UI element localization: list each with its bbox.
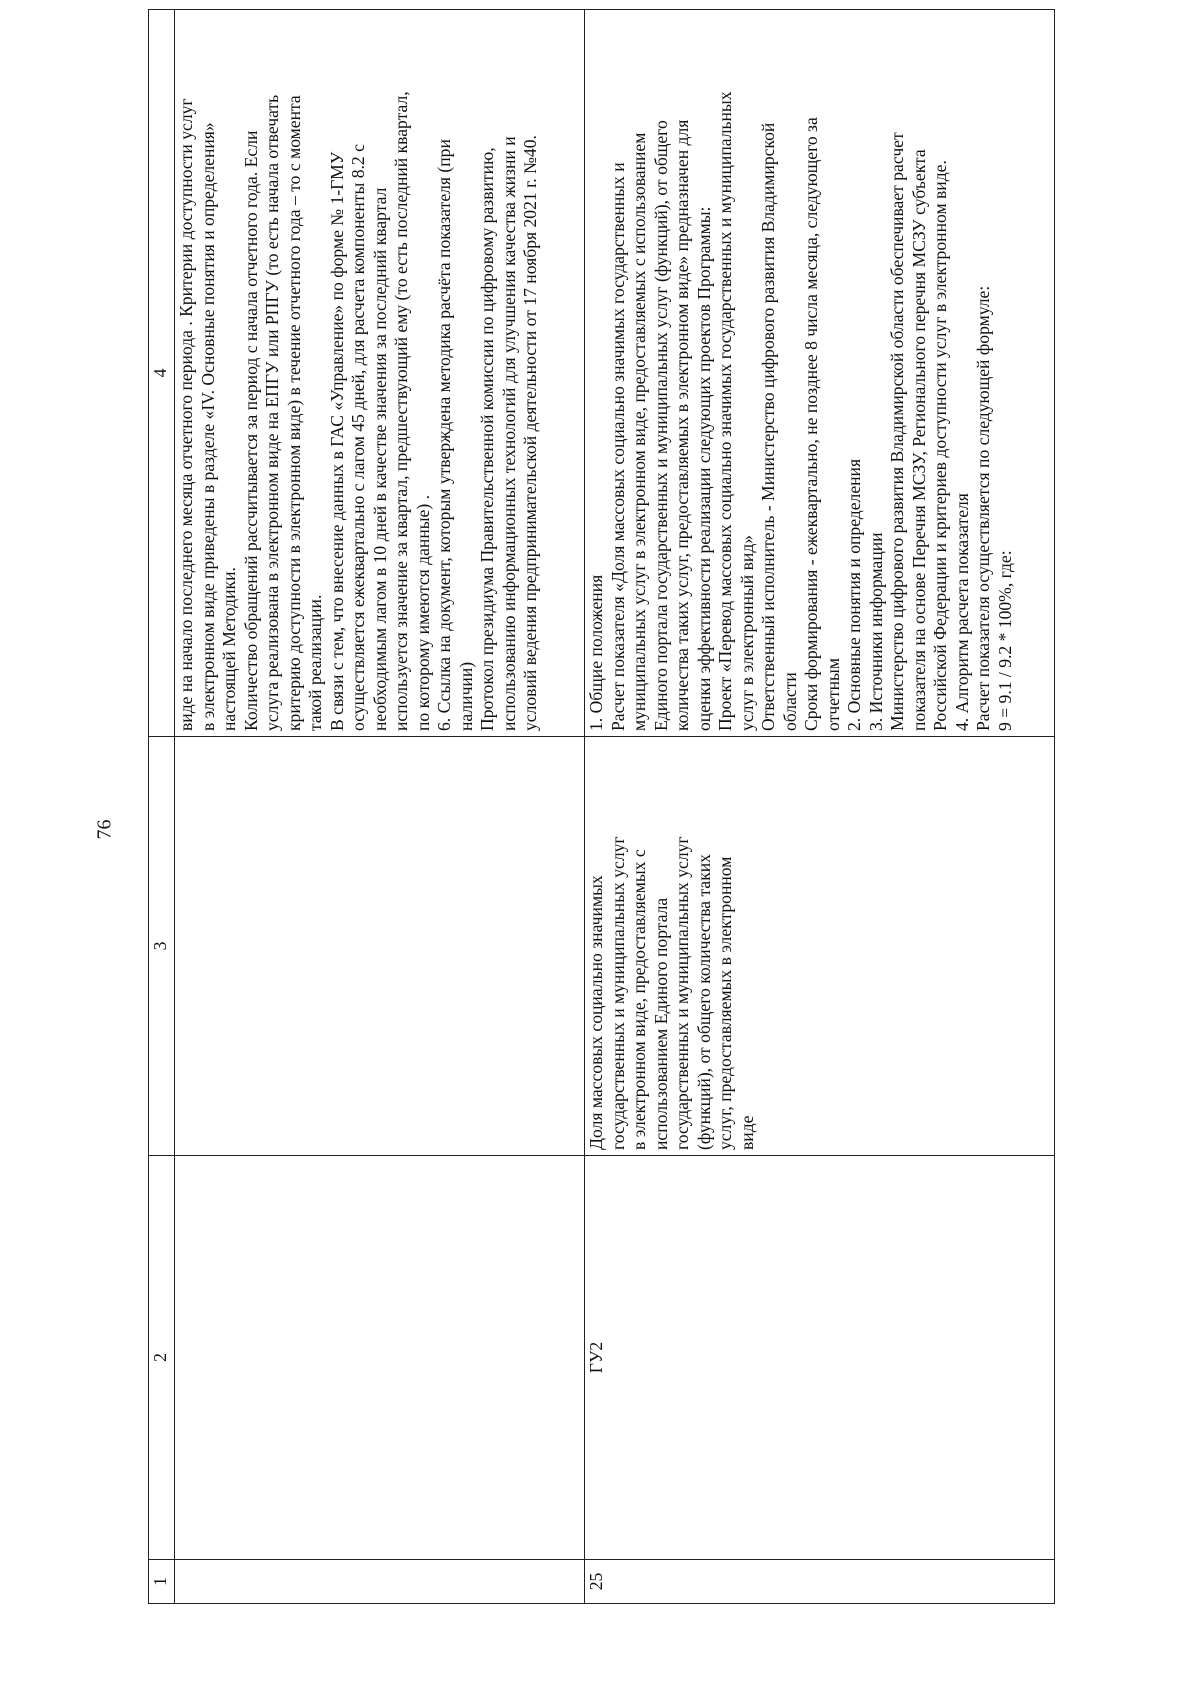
text-line: Количество обращений рассчитывается за период с начала отчетного года. Если (240, 130, 261, 731)
indicator-table (148, 9, 1055, 1604)
text-line: использованием Единого портала (650, 897, 671, 1150)
text-line: услуг, предоставляемых в электронном (715, 856, 735, 1150)
methodology-cell (585, 10, 1055, 737)
text-line: необходимым лагом в 10 дней в качестве значения за последний квартал (369, 187, 390, 731)
text-line: количества таких услуг, предоставляемых в электронном виде» предназначен для (672, 119, 692, 731)
text-line: в электронном виде приведены в разделе «IV. Основные понятия и определения» (197, 122, 218, 731)
cont-cell-4 (175, 10, 585, 737)
text-line: Министерство цифрового развития Владимирской области обеспечивает расчет (887, 132, 907, 731)
header-col-4: 4 (149, 10, 175, 737)
text-line: виде на начало последнего месяца отчетного периода . Критерии доступности услуг (176, 98, 196, 731)
text-line: условий ведения предпринимательской деятельности от 17 ноября 2021 г. №40. (520, 135, 540, 731)
text-line: 6. Ссылка на документ, которым утверждена методика расчёта показателя (при (434, 139, 454, 731)
text-line: 1. Общие положения (586, 574, 606, 731)
text-line: такой реализации. (305, 594, 325, 731)
text-line: Единого портала государственных и муниципальных услуг (функций), от общего (650, 120, 671, 731)
text-line: 3. Источники информации (865, 532, 886, 731)
text-line: критерию доступности в электронном виде) в течение отчетного года – то с момента (283, 95, 304, 731)
text-line: области (779, 672, 800, 731)
cont-cell-1 (175, 1560, 585, 1604)
text-line: государственных и муниципальных услуг (607, 836, 628, 1150)
text-line: Проект «Перевод массовых социально значимых государственных и муниципальных (715, 91, 735, 731)
cont-cell-2 (175, 1156, 585, 1560)
text-line: отчетным (822, 658, 843, 731)
text-line: оценки эффективности реализации следующих проектов Программы: (693, 206, 714, 731)
document-sheet (148, 54, 1072, 1604)
text-line: 4. Алгоритм расчета показателя (951, 493, 972, 731)
indicator-code: ГУ2 (585, 1156, 1055, 1560)
text-line: Расчет показателя «Доля массовых социально значимых государственных и (607, 162, 628, 731)
text-line: использованию информационных технологий для улучшения качества жизни и (498, 136, 519, 731)
row-number: 25 (585, 1560, 1055, 1604)
cont-cell-3 (175, 737, 585, 1156)
header-col-2: 2 (149, 1156, 175, 1560)
text-line: Российской Федерации и критериев доступности услуг в электронном виде. (930, 160, 950, 731)
text-line: (функций), от общего количества таких (693, 854, 714, 1150)
text-line: Протокол президиума Правительственной комиссии по цифровому развитию, (477, 147, 497, 731)
table-row-25 (585, 10, 1055, 1604)
text-line: Доля массовых социально значимых (586, 875, 606, 1150)
header-col-3: 3 (149, 737, 175, 1156)
page-number: 76 (93, 819, 116, 840)
text-line: государственных и муниципальных услуг (672, 836, 692, 1150)
text-line: Сроки формирования - ежеквартально, не позднее 8 числа месяца, следующего за (801, 117, 821, 731)
text-line: услуг в электронный вид» (736, 534, 757, 731)
table-row-continuation (175, 10, 585, 1604)
text-line: муниципальных услуг в электронном виде, предоставляемых с использованием (629, 132, 649, 731)
text-line: настоящей Методики. (219, 567, 239, 731)
text-line: виде (736, 1115, 757, 1150)
indicator-name (585, 737, 1055, 1156)
text-line: наличии) (455, 661, 476, 731)
text-line: 2. Основные понятия и определения (844, 458, 864, 731)
text-line: 9 = 9.1 / 9.2 * 100%, где: (994, 550, 1015, 731)
text-line: по которому имеются данные) . (412, 494, 433, 731)
text-line: используется значение за квартал, предшествующий ему (то есть последний квартал, (391, 91, 411, 731)
text-line: Расчет показателя осуществляется по следующей формуле: (973, 285, 993, 731)
text-line: Ответственный исполнитель - Министерство цифрового развития Владимирской (758, 122, 778, 731)
text-line: В связи с тем, что внесение данных в ГАС «Управление» по форме № 1-ГМУ (326, 151, 347, 731)
header-col-1: 1 (149, 1560, 175, 1604)
text-line: осуществляется ежеквартально с лагом 45 дней, для расчета компоненты 8.2 с (348, 144, 368, 731)
table-header-row (149, 10, 175, 1604)
text-line: показателя на основе Перечня МСЗУ, Регионального перечня МСЗУ субъекта (908, 149, 929, 731)
text-line: услуга реализована в электронном виде на ЕПГУ или РПГУ (то есть начала отвечать (262, 94, 282, 731)
text-line: в электронном виде, предоставляемых с (629, 849, 649, 1150)
